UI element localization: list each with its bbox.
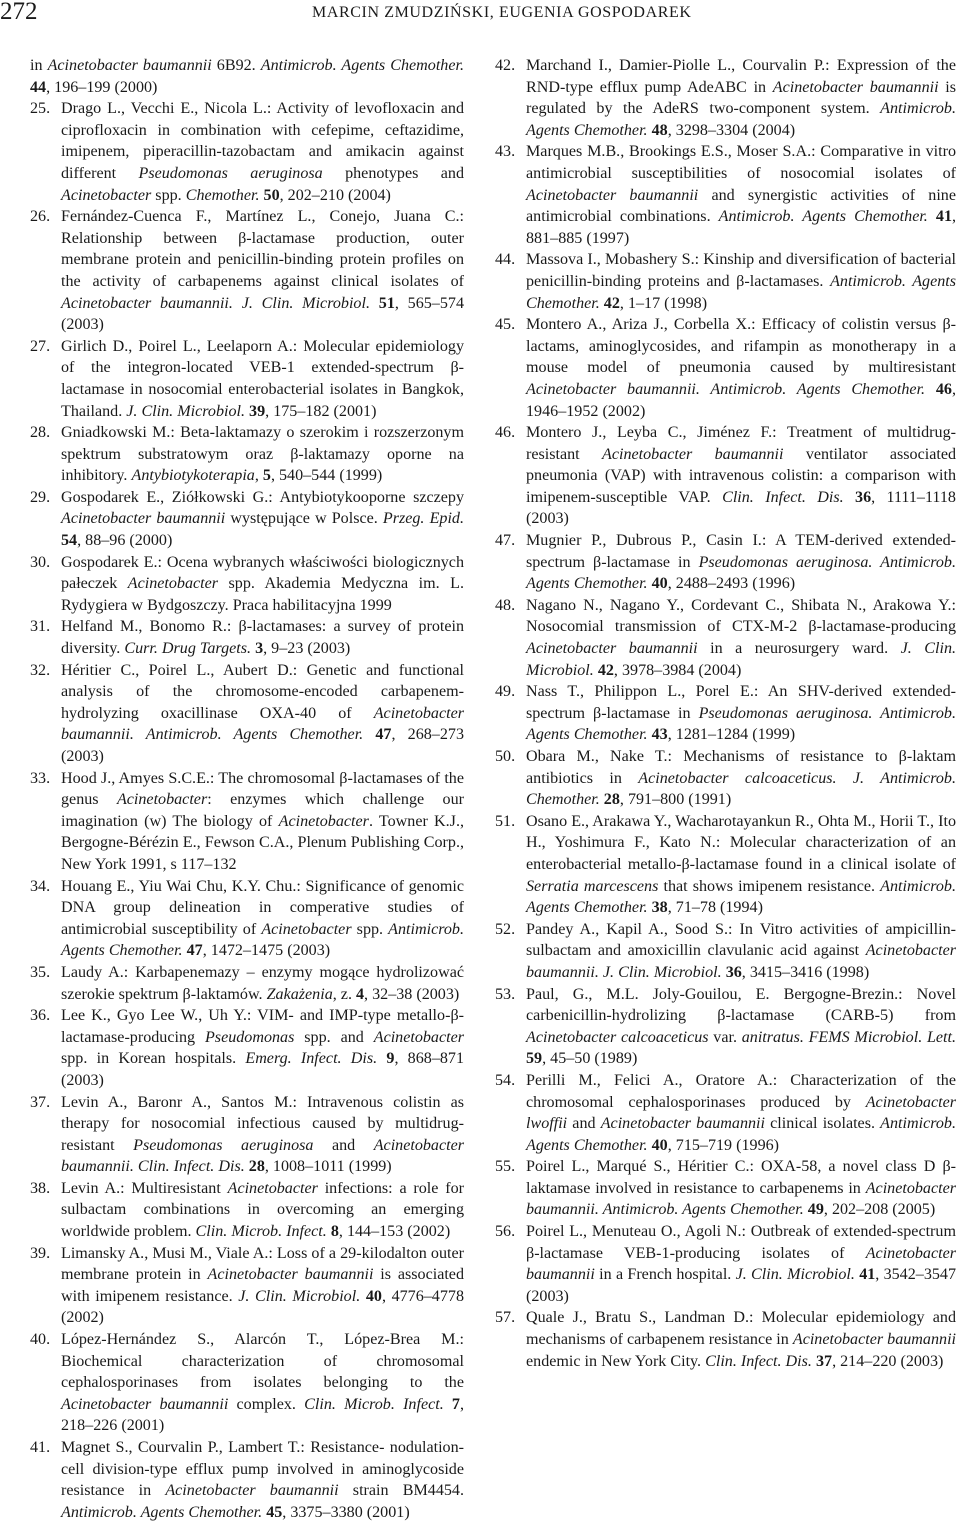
reference-text bbox=[526, 746, 956, 811]
reference-text bbox=[61, 487, 464, 552]
reference-text-run: Perilli M., Felici A., Oratore A.: Characterization of the chromosomal cephalosporinases produced by bbox=[526, 1071, 956, 1111]
reference-number: 57. bbox=[495, 1309, 516, 1327]
reference-text-run: Montero J., Leyba C., Jiménez F.: Treatment of multidrug-resistant bbox=[526, 424, 956, 463]
reference-volume: 46 bbox=[935, 380, 952, 398]
reference-volume: 48 bbox=[651, 121, 668, 139]
reference-entry bbox=[30, 487, 464, 552]
reference-text-run: spp. bbox=[351, 920, 389, 938]
reference-entry bbox=[30, 336, 464, 422]
reference-italic-text: Antimicrob. Agents Chemother. bbox=[526, 272, 957, 312]
reference-italic-text: Przeg. Epid. bbox=[382, 510, 464, 528]
reference-number: 48. bbox=[495, 596, 516, 614]
reference-italic-text: Acinetobacter baumannii bbox=[602, 445, 784, 463]
reference-entry bbox=[30, 1329, 464, 1437]
reference-entry bbox=[495, 984, 956, 1070]
reference-italic-text: Acinetobacter bbox=[127, 575, 219, 593]
reference-text-run: , 2488–2493 (1996) bbox=[667, 575, 796, 593]
reference-text bbox=[526, 811, 956, 919]
reference-italic-text: Acinetobacter baumannii. J. Clin. Microbiol. bbox=[61, 294, 370, 312]
reference-text-run: Helfand M., Bonomo R.: β-lactamases: a survey of protein diversity. bbox=[61, 618, 464, 658]
reference-italic-text: Pseudomonas bbox=[204, 1028, 295, 1046]
reference-text-run bbox=[377, 1050, 386, 1067]
reference-text-run: Nagano N., Nagano Y., Cordevant C., Shibata N., Arakowa Y.: Nosocomial transmission of CTX-M-2 β-lactamase-producing bbox=[526, 596, 956, 636]
reference-text-run: Montero A., Ariza J., Corbella X.: Efficacy of colistin versus β-lactams, aminoglycosides, and rifampin as monotherapy in a mouse model of pneumonia caused by multiresistant bbox=[526, 316, 956, 377]
reference-volume: 43 bbox=[651, 726, 668, 744]
reference-number: 36. bbox=[30, 1007, 51, 1025]
reference-entry bbox=[30, 206, 464, 336]
reference-italic-text: Antimicrob. Agents Chemother. bbox=[61, 920, 464, 960]
reference-text bbox=[526, 1307, 956, 1372]
reference-italic-text: Antimicrob. Agents Chemother. bbox=[526, 877, 956, 917]
reference-text bbox=[61, 206, 464, 336]
reference-text-run: , z. bbox=[332, 985, 356, 1003]
reference-italic-text: Antimicrob. Agents Chemother. bbox=[718, 208, 928, 226]
reference-text-run: Laudy A.: Karbapenemazy – enzymy mogące hydrolizować szerokie spektrum β-laktamów. bbox=[61, 963, 464, 1003]
reference-text bbox=[61, 876, 464, 962]
reference-text bbox=[61, 1005, 464, 1091]
reference-text bbox=[61, 1329, 464, 1437]
reference-text-run bbox=[925, 381, 936, 398]
reference-entry bbox=[495, 249, 956, 314]
reference-text-run bbox=[844, 489, 855, 506]
reference-italic-text: Pseudomonas aeruginosa. Antimicrob. Agents Chemother. bbox=[526, 553, 956, 593]
reference-number: 29. bbox=[30, 488, 51, 506]
reference-number: 26. bbox=[30, 208, 51, 226]
reference-entry bbox=[495, 1156, 956, 1221]
reference-text-run: Nass T., Philippon L., Porel E.: An SHV-derived extended-spectrum β-lactamase in bbox=[526, 683, 956, 722]
running-head: MARCIN ZMUDZIŃSKI, EUGENIA GOSPODAREK bbox=[312, 4, 692, 21]
reference-entry bbox=[30, 422, 464, 487]
reference-volume: 51 bbox=[378, 294, 395, 312]
reference-number: 49. bbox=[495, 683, 516, 701]
reference-italic-text: Antimicrob. Agents Chemother. bbox=[526, 1115, 956, 1154]
reference-text-run: , 4776–4778 (2002) bbox=[61, 1287, 464, 1327]
reference-text-run: 6B92. bbox=[211, 57, 261, 74]
reference-italic-text: Antybiotykoterapia bbox=[131, 467, 255, 485]
reference-volume: 41 bbox=[935, 208, 952, 226]
reference-text-run bbox=[370, 295, 379, 312]
reference-italic-text: Pseudomonas aeruginosa bbox=[138, 164, 323, 182]
reference-volume: 3 bbox=[255, 640, 264, 658]
reference-text-run: endemic in New York City. bbox=[526, 1352, 706, 1370]
reference-text-run: Quale J., Bratu S., Landman D.: Molecular epidemiology and mechanisms of carbapenem resistance in bbox=[526, 1309, 956, 1349]
reference-text-run: , 214–220 (2003) bbox=[832, 1352, 944, 1370]
reference-entry bbox=[495, 595, 956, 681]
reference-text-run: Osano E., Arakawa Y., Wacharotayankun R., Ohta M., Horii T., Ito H., Yoshimura F., Kato N.: Molecular characterization of an enterobacterial metallo-β-lactamase found in a clinical isolate of bbox=[526, 812, 956, 873]
reference-text-run: that shows imipenem resistance. bbox=[658, 877, 881, 895]
reference-italic-text: Clin. Infect. Dis. bbox=[705, 1352, 812, 1370]
reference-italic-text: anitratus. FEMS Microbiol. Lett. bbox=[741, 1028, 957, 1046]
reference-text-run: , 45–50 (1989) bbox=[542, 1050, 638, 1068]
reference-number: 47. bbox=[495, 532, 516, 550]
reference-text bbox=[526, 595, 956, 681]
reference-text bbox=[61, 616, 464, 659]
reference-italic-text: Acinetobacter calcoaceticus. J. Antimicrob. Chemother. bbox=[526, 769, 956, 809]
references-left-column bbox=[30, 55, 464, 1523]
reference-number: 46. bbox=[495, 424, 516, 442]
reference-text bbox=[61, 1178, 464, 1243]
reference-text bbox=[30, 55, 464, 98]
reference-italic-text: Acinetobacter baumannii bbox=[165, 1482, 339, 1500]
reference-text bbox=[61, 1092, 464, 1178]
reference-italic-text: Clin. Microb. Infect. bbox=[304, 1395, 444, 1413]
reference-italic-text: Acinetobacter baumannii bbox=[207, 1266, 374, 1284]
reference-text bbox=[61, 552, 464, 617]
reference-text-run: : enzymes which challenge our imagination (w) The biology of bbox=[61, 791, 464, 830]
reference-italic-text: Acinetobacter baumannii bbox=[600, 1115, 765, 1133]
reference-entry bbox=[30, 98, 464, 206]
page-number: 272 bbox=[0, 0, 38, 25]
reference-text bbox=[526, 1070, 956, 1156]
reference-text-run: is associated with imipenem resistance. bbox=[61, 1266, 464, 1305]
reference-text-run: Girlich D., Poirel L., Leelaporn A.: Molecular epidemiology of the integron-located VEB-1 extended-spectrum β-lactamase in nosocomial enterobacterial isolates in Bangkok, Thailand. bbox=[61, 337, 464, 420]
reference-text-run bbox=[928, 208, 936, 225]
reference-italic-text: J. Clin. Microbiol. bbox=[238, 1287, 361, 1305]
reference-entry bbox=[495, 919, 956, 984]
reference-text-run: , 3542–3547 (2003) bbox=[526, 1266, 957, 1305]
reference-italic-text: Acinetobacter bbox=[261, 920, 352, 938]
reference-number: 45. bbox=[495, 316, 516, 334]
reference-entry bbox=[495, 681, 956, 746]
reference-text-run: Massova I., Mobashery S.: Kinship and diversification of bacterial penicillin-binding proteins and β-lactamases. bbox=[526, 251, 956, 290]
reference-text bbox=[526, 1156, 956, 1221]
reference-text-run: is regulated by the AdeRS two-component system. bbox=[526, 78, 956, 118]
reference-text-run: , 3298–3304 (2004) bbox=[667, 121, 796, 139]
reference-volume: 44 bbox=[30, 78, 47, 96]
reference-text-run: , 1472–1475 (2003) bbox=[202, 942, 331, 960]
reference-entry bbox=[30, 1437, 464, 1523]
reference-text-run: Héritier C., Poirel L., Aubert D.: Genetic and functional analysis of the chromosome-encoded carbapenem-hydrolyzing oxacillinase OXA-40 of bbox=[61, 661, 464, 722]
reference-text-run: Mugnier P., Dubrous P., Casin I.: A TEM-derived extended-spectrum β-lactamase in bbox=[526, 532, 956, 571]
reference-text-run: , 1–17 (1998) bbox=[619, 294, 708, 312]
reference-volume: 40 bbox=[365, 1287, 382, 1305]
reference-italic-text: Antimicrob. Agents Chemother. bbox=[260, 57, 464, 74]
reference-text-run: , 88–96 (2000) bbox=[77, 532, 173, 550]
reference-number: 41. bbox=[30, 1439, 51, 1456]
reference-text-run: , 202–210 (2004) bbox=[279, 186, 391, 204]
reference-text-run: infections: a role for sulbactam combinations in overcoming an emerging worldwide problem. bbox=[61, 1179, 464, 1241]
reference-volume: 42 bbox=[603, 294, 620, 312]
reference-entry bbox=[30, 616, 464, 659]
reference-number: 34. bbox=[30, 877, 51, 895]
reference-entry bbox=[30, 876, 464, 962]
reference-volume: 50 bbox=[263, 186, 280, 204]
reference-text-run: , 144–153 (2002) bbox=[338, 1223, 451, 1241]
reference-text-run: , 3978–3984 (2004) bbox=[613, 661, 742, 679]
reference-text-run: , 175–182 (2001) bbox=[265, 402, 377, 420]
reference-text bbox=[61, 336, 464, 422]
reference-number: 27. bbox=[30, 337, 51, 355]
reference-text-run: spp. bbox=[151, 186, 186, 204]
reference-entry bbox=[30, 768, 464, 876]
reference-volume: 8 bbox=[330, 1223, 339, 1241]
reference-number: 53. bbox=[495, 985, 516, 1003]
reference-text-run: , 1111–1118 (2003) bbox=[526, 488, 956, 528]
reference-entry bbox=[30, 55, 464, 98]
reference-number: 32. bbox=[30, 661, 51, 679]
reference-text bbox=[61, 768, 464, 876]
reference-volume: 36 bbox=[725, 963, 742, 981]
reference-number: 52. bbox=[495, 920, 516, 938]
reference-text-run: Marques M.B., Brookings E.S., Moser S.A.: Comparative in vitro antimicrobial susceptibilities of nosocomial isolates of bbox=[526, 143, 956, 182]
reference-italic-text: Serratia marcescens bbox=[526, 877, 659, 895]
reference-text bbox=[526, 530, 956, 595]
reference-italic-text: J. Clin. Microbiol. bbox=[526, 640, 957, 679]
reference-volume: 9 bbox=[386, 1050, 395, 1068]
reference-italic-text: J. Clin. Microbiol. bbox=[735, 1266, 855, 1284]
reference-number: 44. bbox=[495, 251, 516, 269]
reference-italic-text: Acinetobacter baumannii. Antimicrob. Agents Chemother. bbox=[61, 704, 464, 744]
reference-text-run: complex. bbox=[228, 1395, 305, 1413]
reference-text-run: López-Hernández S., Alarcón T., López-Brea M.: Biochemical characterization of chromosomal cephalosporinases from isolates belonging to the bbox=[61, 1331, 464, 1392]
reference-text-run: , 1281–1284 (1999) bbox=[667, 726, 796, 744]
reference-text bbox=[526, 919, 956, 984]
reference-number: 54. bbox=[495, 1071, 516, 1089]
reference-number: 55. bbox=[495, 1158, 516, 1176]
reference-text bbox=[61, 422, 464, 487]
reference-volume: 42 bbox=[597, 661, 614, 679]
reference-italic-text: Acinetobacter bbox=[227, 1179, 318, 1197]
reference-text-run: , 3375–3380 (2001) bbox=[282, 1503, 410, 1521]
reference-text-run: Gniadkowski M.: Beta-laktamazy o szerokim i rozszerzonym spektrum substratowym oraz β-laktamazy oporne na inhibitory. bbox=[61, 424, 464, 485]
reference-text-run: clinical isolates. bbox=[765, 1115, 881, 1133]
reference-volume: 39 bbox=[249, 402, 266, 420]
reference-text-run: , 715–719 (1996) bbox=[667, 1136, 780, 1154]
reference-number: 37. bbox=[30, 1093, 51, 1111]
reference-text-run: występujące w Polsce. bbox=[225, 510, 383, 528]
reference-volume: 45 bbox=[266, 1503, 283, 1521]
reference-number: 28. bbox=[30, 424, 51, 442]
reference-volume: 59 bbox=[526, 1050, 543, 1068]
reference-entry bbox=[495, 530, 956, 595]
reference-text-run bbox=[444, 1396, 452, 1413]
reference-volume: 40 bbox=[651, 575, 668, 593]
reference-text-run: , 565–574 (2003) bbox=[61, 294, 464, 334]
reference-entry bbox=[30, 962, 464, 1005]
reference-entry bbox=[495, 1070, 956, 1156]
reference-text-run: spp. and bbox=[294, 1028, 374, 1046]
reference-italic-text: Acinetobacter baumannii bbox=[772, 78, 939, 96]
reference-entry bbox=[30, 1178, 464, 1243]
reference-number: 43. bbox=[495, 143, 516, 161]
reference-number: 33. bbox=[30, 769, 51, 787]
reference-volume: 7 bbox=[451, 1395, 460, 1413]
reference-italic-text: Pseudomonas aeruginosa bbox=[133, 1136, 314, 1154]
reference-text bbox=[526, 141, 956, 249]
reference-entry bbox=[495, 746, 956, 811]
reference-text bbox=[526, 681, 956, 746]
reference-italic-text: Acinetobacter baumannii bbox=[61, 1395, 229, 1413]
reference-italic-text: Zakażenia bbox=[266, 985, 333, 1003]
reference-volume: 37 bbox=[815, 1352, 833, 1370]
reference-entry bbox=[495, 1221, 956, 1307]
reference-text-run: Gospodarek E.: Ocena wybranych właściwości biologicznych pałeczek bbox=[61, 553, 464, 593]
reference-number: 38. bbox=[30, 1179, 51, 1197]
reference-volume: 54 bbox=[61, 532, 78, 550]
reference-italic-text: Acinetobacter lwoffii bbox=[526, 1093, 956, 1133]
reference-text-run: , 881–885 (1997) bbox=[526, 208, 957, 247]
reference-text bbox=[526, 984, 956, 1070]
reference-volume: 47 bbox=[375, 726, 392, 744]
reference-entry bbox=[30, 552, 464, 617]
reference-text-run: and bbox=[567, 1115, 601, 1133]
reference-italic-text: Curr. Drug Targets. bbox=[124, 640, 252, 658]
reference-volume: 5 bbox=[262, 467, 271, 485]
page-header bbox=[0, 0, 960, 24]
reference-number: 42. bbox=[495, 57, 516, 74]
reference-italic-text: Acinetobacter baumannii. J. Clin. Microbiol. bbox=[526, 942, 956, 981]
references-right-column bbox=[495, 55, 956, 1372]
reference-text-run: Levin A.: Multiresistant bbox=[61, 1179, 228, 1197]
reference-text bbox=[61, 98, 464, 206]
reference-text-run bbox=[363, 726, 375, 743]
reference-text-run: in bbox=[30, 57, 48, 74]
reference-italic-text: Antimicrob. Agents Chemother. bbox=[526, 100, 956, 139]
reference-text bbox=[61, 660, 464, 768]
reference-entry bbox=[495, 422, 956, 530]
reference-entry bbox=[495, 1307, 956, 1372]
reference-text-run: , 9–23 (2003) bbox=[263, 640, 351, 658]
reference-italic-text: Antimicrob. Agents Chemother. bbox=[61, 1503, 263, 1521]
reference-text-run: ventilator associated pneumonia (VAP) with intravenous colistin: a comparison with imipenem-susceptible VAP. bbox=[526, 445, 957, 506]
reference-text-run: Magnet S., Courvalin P., Lambert T.: Resistance- nodulation-cell division-type efflux pump involved in aminoglycoside resistance in bbox=[61, 1439, 464, 1500]
reference-italic-text: Acinetobacter baumannii. Antimicrob. Agents Chemother. bbox=[526, 380, 926, 398]
reference-italic-text: Emerg. Infect. Dis. bbox=[245, 1050, 378, 1068]
reference-text-run: Lee K., Gyo Lee W., Uh Y.: VIM- and IMP-type metallo-β-lactamase-producing bbox=[61, 1007, 464, 1046]
reference-text-run: , bbox=[254, 467, 263, 485]
reference-text-run: , 3415–3416 (1998) bbox=[741, 963, 870, 981]
reference-number: 56. bbox=[495, 1223, 516, 1241]
reference-text-run: and bbox=[313, 1136, 374, 1154]
reference-text-run: Hood J., Amyes S.C.E.: The chromosomal β-lactamases of the genus bbox=[61, 769, 464, 809]
reference-volume: 4 bbox=[356, 985, 365, 1003]
reference-text bbox=[526, 422, 956, 530]
reference-text-run: , 268–273 (2003) bbox=[61, 726, 464, 765]
reference-text-run: , 540–544 (1999) bbox=[270, 467, 383, 485]
reference-text-run: Houang E., Yiu Wai Chu, K.Y. Chu.: Significance of genomic DNA group delineation in comperative studies of antimicrobial susceptibility of bbox=[61, 877, 464, 938]
reference-number: 40. bbox=[30, 1331, 51, 1349]
reference-number: 35. bbox=[30, 963, 51, 981]
reference-number: 31. bbox=[30, 618, 51, 636]
reference-italic-text: Clin. Infect. Dis. bbox=[722, 488, 844, 506]
reference-text bbox=[61, 962, 464, 1005]
reference-number: 25. bbox=[30, 100, 51, 118]
reference-entry bbox=[495, 314, 956, 422]
reference-text-run: Paul, G., M.L. Joly-Gouilou, E. Bergogne-Brezin.: Novel carbenicillin-hydrolizing β-lactamase (CARB-5) from bbox=[526, 985, 956, 1025]
reference-volume: 47 bbox=[186, 942, 203, 960]
reference-volume: 40 bbox=[651, 1136, 668, 1154]
reference-entry bbox=[495, 141, 956, 249]
reference-text-run: , 1008–1011 (1999) bbox=[264, 1158, 392, 1176]
reference-italic-text: Acinetobacter bbox=[373, 1028, 465, 1046]
reference-italic-text: Acinetobacter baumannii bbox=[61, 510, 226, 528]
reference-text-run: spp. Akademia Medyczna im. L. Rydygiera w Bydgoszczy. Praca habilitacyjna 1999 bbox=[61, 575, 464, 614]
reference-text-run: phenotypes and bbox=[322, 164, 464, 182]
reference-text-run: and synergistic activities of nine antimicrobial combinations. bbox=[526, 186, 956, 226]
reference-text-run: , 791–800 (1991) bbox=[619, 791, 732, 809]
reference-italic-text: J. Clin. Microbiol. bbox=[126, 402, 246, 420]
reference-italic-text: Acinetobacter calcoaceticus bbox=[526, 1028, 709, 1046]
reference-text bbox=[61, 1437, 464, 1523]
reference-text-run: Obara M., Nake T.: Mechanisms of resistance to β-laktam antibiotics in bbox=[526, 748, 956, 787]
reference-volume: 36 bbox=[855, 488, 872, 506]
reference-text-run: var. bbox=[708, 1028, 742, 1046]
reference-italic-text: Acinetobacter baumannii bbox=[526, 640, 698, 658]
reference-text-run: Limansky A., Musi M., Viale A.: Loss of a 29-kilodalton outer membrane protein in bbox=[61, 1244, 464, 1284]
reference-text-run: , 202–208 (2005) bbox=[823, 1201, 936, 1219]
reference-italic-text: Acinetobacter baumannii bbox=[792, 1331, 957, 1349]
reference-text-run: in a neurosurgery ward. bbox=[697, 640, 901, 658]
reference-text bbox=[61, 1243, 464, 1329]
reference-text-run: strain BM4454. bbox=[338, 1482, 464, 1500]
reference-text-run: , 218–226 (2001) bbox=[61, 1395, 464, 1435]
reference-text-run: . Towner K.J., Bergogne-Bérézin E., Fewson C.A., Plenum Publishing Corp., New York 1991, s 117–132 bbox=[61, 812, 464, 873]
reference-text bbox=[526, 314, 956, 422]
reference-italic-text: Chemother. bbox=[185, 186, 260, 204]
reference-text-run: Drago L., Vecchi E., Nicola L.: Activity of levofloxacin and ciprofloxacin in combination with cefepime, ceftazidime, imipenem, piperacillin-tazobactam and amikacin against different bbox=[61, 100, 464, 182]
reference-text-run: Marchand I., Damier-Piolle L., Courvalin P.: Expression of the RND-type efflux pump AdeABC in bbox=[526, 57, 956, 96]
reference-text-run: Fernández-Cuenca F., Martínez L., Conejo, Juana C.: Relationship between β-lactamase production, outer membrane protein and penicillin-binding protein profiles on the activity of carbapenems against clinical isolates of bbox=[61, 208, 464, 290]
reference-volume: 41 bbox=[859, 1266, 876, 1284]
reference-italic-text: Pseudomonas aeruginosa. Antimicrob. Agents Chemother. bbox=[526, 704, 956, 744]
reference-text bbox=[526, 55, 956, 141]
reference-number: 50. bbox=[495, 748, 516, 765]
reference-italic-text: Acinetobacter baumannii bbox=[47, 57, 212, 74]
reference-entry bbox=[495, 55, 956, 141]
reference-text-run: , 71–78 (1994) bbox=[667, 899, 763, 917]
reference-entry bbox=[30, 1243, 464, 1329]
reference-volume: 28 bbox=[248, 1158, 265, 1176]
reference-entry bbox=[30, 660, 464, 768]
reference-text-run: Gospodarek E., Ziółkowski G.: Antybiotykooporne szczepy bbox=[61, 488, 464, 506]
reference-text bbox=[526, 249, 956, 314]
reference-italic-text: Acinetobacter baumannii. Clin. Infect. Dis. bbox=[61, 1136, 464, 1176]
reference-italic-text: Acinetobacter baumannii bbox=[526, 1244, 956, 1284]
reference-volume: 49 bbox=[807, 1201, 824, 1219]
reference-italic-text: Acinetobacter bbox=[61, 186, 152, 204]
reference-text-run: Pandey A., Kapil A., Sood S.: In Vitro activities of ampicillin-sulbactam and amoxicillin clavulanic acid against bbox=[526, 920, 956, 960]
reference-italic-text: Acinetobacter baumannii bbox=[526, 186, 699, 204]
reference-text-run: , 196–199 (2000) bbox=[46, 78, 158, 96]
reference-text-run: , 1946–1952 (2002) bbox=[526, 380, 956, 420]
reference-volume: 38 bbox=[651, 899, 668, 917]
reference-entry bbox=[495, 811, 956, 919]
reference-text-run: in a French hospital. bbox=[594, 1266, 736, 1284]
reference-italic-text: Acinetobacter bbox=[116, 791, 208, 809]
reference-italic-text: Clin. Microb. Infect. bbox=[195, 1223, 327, 1241]
reference-number: 39. bbox=[30, 1244, 51, 1262]
reference-number: 51. bbox=[495, 812, 516, 830]
reference-text bbox=[526, 1221, 956, 1307]
reference-italic-text: Acinetobacter bbox=[278, 812, 369, 830]
reference-text-run: Levin A., Baronr A., Santos M.: Intravenous colistin as therapy for nosocomial infectious caused by multidrug-resistant bbox=[61, 1093, 464, 1154]
reference-text-run: spp. in Korean hospitals. bbox=[61, 1050, 246, 1068]
reference-text-run: , 32–38 (2003) bbox=[364, 985, 460, 1003]
reference-number: 30. bbox=[30, 553, 51, 571]
reference-entry bbox=[30, 1005, 464, 1091]
reference-volume: 28 bbox=[603, 791, 620, 809]
reference-text-run: Poirel L., Menuteau O., Agoli N.: Outbreak of extended-spectrum β-lactamase VEB-1-producing isolates of bbox=[526, 1223, 956, 1262]
reference-text-run: Poirel L., Marqué S., Héritier C.: OXA-58, a novel class D β-laktamase involved in resistance to carbapenems in bbox=[526, 1158, 956, 1197]
reference-entry bbox=[30, 1092, 464, 1178]
reference-italic-text: Acinetobacter baumannii. Antimicrob. Agents Chemother. bbox=[526, 1179, 956, 1219]
reference-text-run: , 868–871 (2003) bbox=[61, 1050, 465, 1089]
